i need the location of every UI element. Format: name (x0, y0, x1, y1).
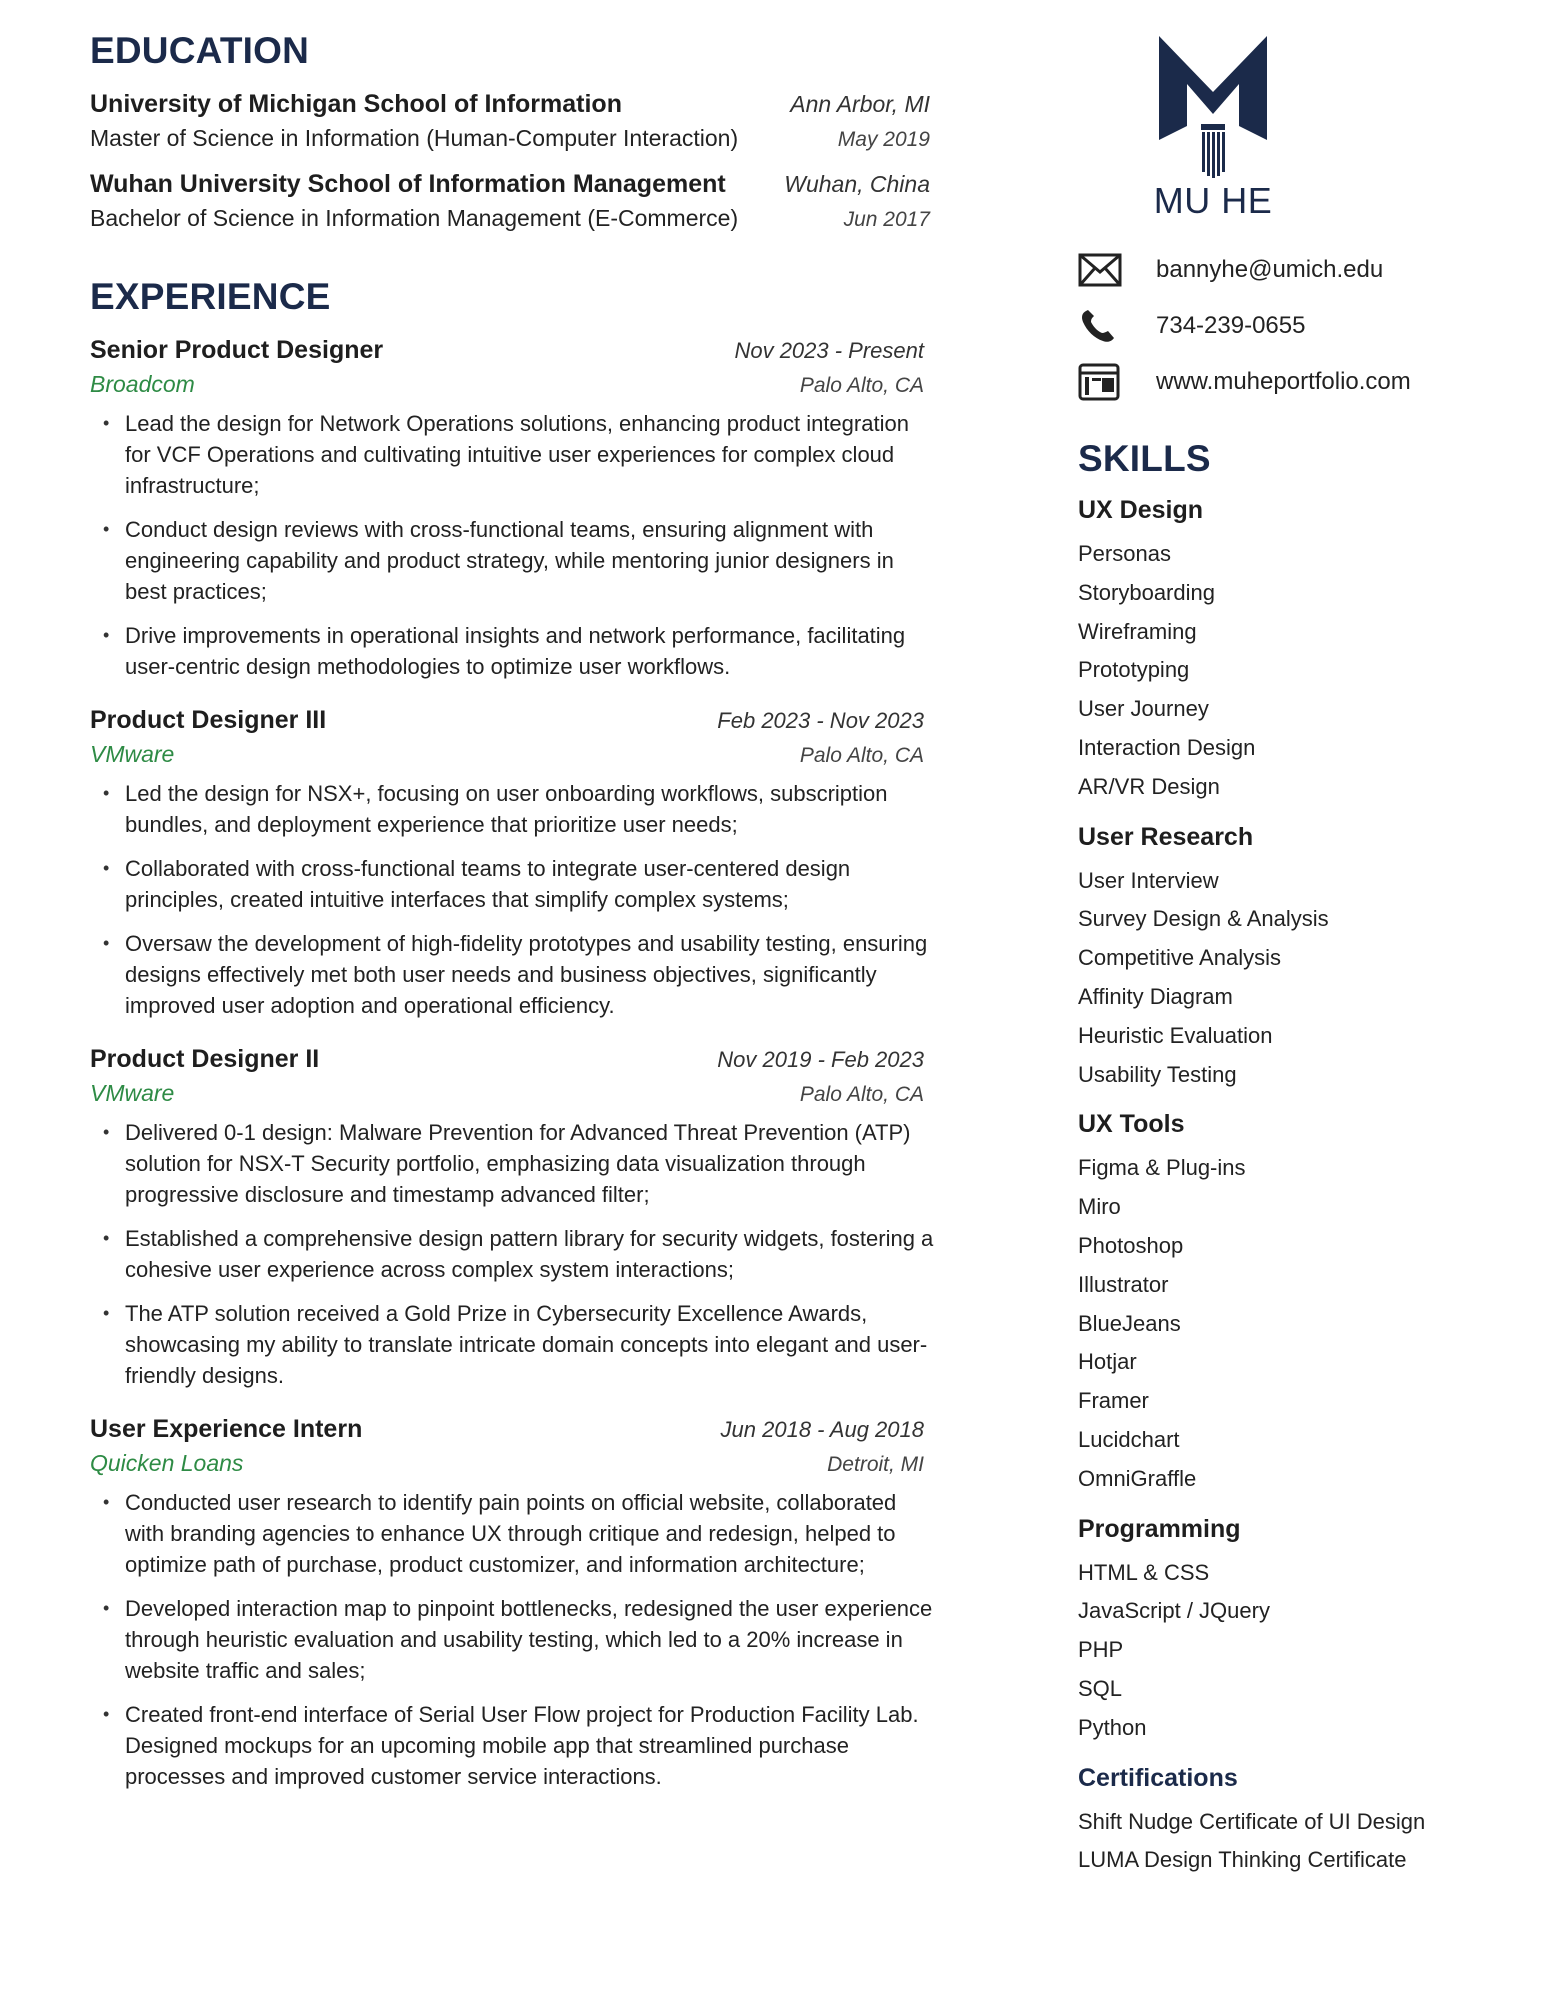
job-location: Palo Alto, CA (799, 374, 924, 397)
skill-group (1078, 1764, 1518, 1881)
job-entry (90, 1045, 934, 1391)
skill-group-title: User Research (1078, 822, 1254, 851)
school-name: University of Michigan School of Information (90, 90, 622, 118)
education-entry (90, 170, 930, 232)
bullet-point: • Developed interaction map to pinpoint bottlenecks, redesigned the user experience through heuristic evaluation and usability testing, which led to a 20% increase in website traffic and sales; (90, 1593, 935, 1686)
job-title: Senior Product Designer (90, 336, 384, 364)
bullet-point: • Collaborated with cross-functional teams to integrate user-centered design principles, created intuitive interfaces that simplify complex systems; (90, 853, 935, 915)
company-name: Quicken Loans (90, 1450, 244, 1476)
job-entry (90, 706, 930, 1021)
contact-email (1078, 244, 1518, 296)
skill-item: Lucidchart (1078, 1426, 1180, 1452)
skill-item: HTML & CSS (1078, 1559, 1210, 1585)
job-bullets (90, 1487, 933, 1792)
skill-item: Affinity Diagram (1078, 983, 1233, 1009)
skill-item: BlueJeans (1078, 1310, 1181, 1336)
skill-item: User Journey (1078, 696, 1209, 722)
bullet-point: • Drive improvements in operational insights and network performance, facilitating user-centric design methodologies to optimize user workflows. (90, 620, 935, 682)
graduation-date: Jun 2017 (843, 208, 930, 231)
skill-item: Personas (1078, 541, 1171, 566)
skill-item: PHP (1078, 1637, 1124, 1663)
job-title: Product Designer III (90, 706, 327, 734)
skill-item: Prototyping (1078, 657, 1190, 683)
company-name: Broadcom (90, 371, 195, 397)
degree: Master of Science in Information (Human-Computer Interaction) (90, 125, 739, 151)
skill-group (1078, 1110, 1518, 1498)
bullet-point: • Lead the design for Network Operations solutions, enhancing product integration for VCF Operations and cultivating intuitive user experiences for complex cloud infrastructure; (90, 408, 935, 501)
skill-group-title: Certifications (1078, 1763, 1238, 1792)
sidebar-column (1078, 30, 1518, 1880)
job-dates: Feb 2023 - Nov 2023 (717, 708, 924, 733)
education-entry (90, 90, 930, 152)
education-heading: EDUCATION (90, 30, 309, 71)
company-name: VMware (90, 1080, 175, 1106)
company-name: VMware (90, 741, 175, 767)
school-location: Wuhan, China (784, 171, 930, 197)
skill-item: Storyboarding (1078, 579, 1215, 605)
contact-website (1078, 356, 1518, 408)
skill-item: Wireframing (1078, 618, 1197, 644)
school-location: Ann Arbor, MI (790, 91, 930, 117)
skill-item: User Interview (1078, 867, 1219, 893)
job-bullets (90, 1117, 934, 1391)
envelope-icon (1078, 253, 1138, 287)
school-name: Wuhan University School of Information Management (90, 170, 726, 198)
skills-heading: SKILLS (1078, 438, 1211, 479)
education-list (90, 90, 930, 232)
bullet-point: • Conducted user research to identify pain points on official website, collaborated with branding agencies to enhance UX through critique and redesign, helped to optimize path of purchase, product customizer, and information architecture; (90, 1487, 935, 1580)
job-title: User Experience Intern (90, 1415, 363, 1443)
skill-group-title: UX Design (1078, 496, 1204, 524)
skill-item: Illustrator (1078, 1271, 1169, 1297)
skill-item: SQL (1078, 1675, 1123, 1701)
job-location: Palo Alto, CA (799, 744, 924, 767)
phone-number[interactable]: 734-239-0655 (1156, 312, 1306, 339)
skill-item: Hotjar (1078, 1349, 1137, 1375)
bullet-point: • Conduct design reviews with cross-functional teams, ensuring alignment with engineering capability and product strategy, while mentoring junior designers in best practices; (90, 514, 935, 607)
skill-group (1078, 1515, 1518, 1748)
skill-group (1078, 823, 1518, 1095)
skills-list (1078, 496, 1518, 1880)
bullet-point: • Led the design for NSX+, focusing on user onboarding workflows, subscription bundles, and deployment experience that prioritize user needs; (90, 778, 935, 840)
experience-heading: EXPERIENCE (90, 276, 331, 317)
job-title: Product Designer II (90, 1045, 320, 1073)
skill-item: Framer (1078, 1388, 1149, 1414)
skill-item: Heuristic Evaluation (1078, 1022, 1273, 1048)
bullet-point: • Delivered 0-1 design: Malware Prevention for Advanced Threat Prevention (ATP) solution for NSX-T Security portfolio, emphasizing data visualization through progressive disclosure and timestamp advanced filter; (90, 1117, 935, 1210)
skill-item: OmniGraffle (1078, 1465, 1197, 1491)
skill-item: Survey Design & Analysis (1078, 906, 1329, 932)
job-location: Palo Alto, CA (799, 1083, 924, 1106)
skill-item: Usability Testing (1078, 1061, 1237, 1087)
skill-item: LUMA Design Thinking Certificate (1078, 1847, 1407, 1873)
skill-item: Figma & Plug-ins (1078, 1155, 1246, 1181)
contact-info (1078, 244, 1518, 408)
skill-item: Python (1078, 1714, 1147, 1740)
monogram-logo-icon (1157, 34, 1269, 180)
main-column (90, 30, 934, 1816)
person-name: MU HE (1153, 180, 1273, 221)
graduation-date: May 2019 (837, 128, 930, 151)
job-dates: Jun 2018 - Aug 2018 (720, 1417, 924, 1442)
job-entry (90, 336, 930, 682)
skill-item: Miro (1078, 1194, 1121, 1220)
contact-phone (1078, 300, 1518, 352)
skill-item: Competitive Analysis (1078, 945, 1281, 971)
skill-item: Photoshop (1078, 1232, 1184, 1258)
job-entry (90, 1415, 933, 1792)
skill-item: Interaction Design (1078, 734, 1256, 760)
skill-group-title: UX Tools (1078, 1110, 1185, 1139)
job-bullets (90, 778, 930, 1021)
degree: Bachelor of Science in Information Management (E-Commerce) (90, 205, 739, 231)
job-location: Detroit, MI (827, 1453, 924, 1476)
skill-group-title: Programming (1078, 1514, 1241, 1543)
bullet-point: • The ATP solution received a Gold Prize in Cybersecurity Excellence Awards, showcasing my ability to translate intricate domain concepts into elegant and user-friendly designs. (90, 1298, 935, 1391)
bullet-point: • Created front-end interface of Serial User Flow project for Production Facility Lab. Designed mockups for an upcoming mobile app that streamlined purchase processes and improved customer service interactions. (90, 1699, 935, 1792)
job-bullets (90, 408, 930, 682)
website-link[interactable]: www.muheportfolio.com (1156, 368, 1411, 395)
bullet-point: • Established a comprehensive design pattern library for security widgets, fostering a cohesive user experience across complex system interactions; (90, 1223, 935, 1285)
browser-window-icon (1078, 363, 1138, 401)
skill-group (1078, 496, 1518, 807)
phone-icon (1078, 308, 1138, 344)
logo (1078, 34, 1348, 180)
email-link[interactable]: bannyhe@umich.edu (1156, 256, 1384, 283)
experience-list (90, 336, 934, 1792)
job-dates: Nov 2023 - Present (734, 338, 924, 363)
skill-item: JavaScript / JQuery (1078, 1598, 1270, 1624)
skill-item: AR/VR Design (1078, 773, 1220, 799)
bullet-point: • Oversaw the development of high-fidelity prototypes and usability testing, ensuring designs effectively met both user needs and business objectives, significantly improved user adoption and operational efficiency. (90, 928, 935, 1021)
job-dates: Nov 2019 - Feb 2023 (717, 1047, 924, 1072)
skill-item: Shift Nudge Certificate of UI Design (1078, 1808, 1426, 1834)
